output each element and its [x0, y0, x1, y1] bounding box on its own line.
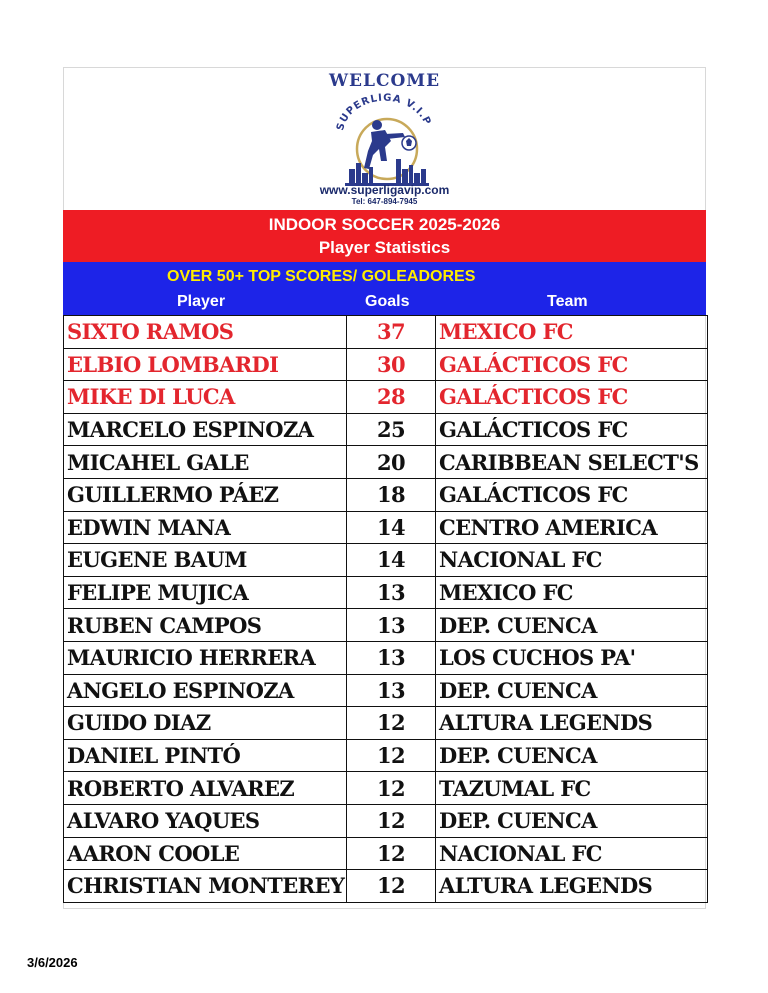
- player-name-cell: ROBERTO ALVAREZ: [64, 772, 347, 805]
- player-name-cell: EUGENE BAUM: [64, 544, 347, 577]
- player-name-cell: ALVARO YAQUES: [64, 804, 347, 837]
- table-row: [64, 707, 708, 740]
- superliga-logo: [325, 89, 443, 189]
- team-name-cell: CARIBBEAN SELECT'S: [436, 446, 708, 479]
- player-name-cell: SIXTO RAMOS: [64, 316, 347, 349]
- svg-text:SUPERLIGA V.I.P: [335, 93, 433, 132]
- website-url: www.superligavip.com: [319, 183, 450, 197]
- player-name-cell: MARCELO ESPINOZA: [64, 413, 347, 446]
- phone-number: Tel: 647-894-7945: [351, 197, 418, 206]
- goals-cell: 13: [347, 576, 436, 609]
- player-name-cell: DANIEL PINTÓ: [64, 739, 347, 772]
- team-name-cell: NACIONAL FC: [436, 544, 708, 577]
- column-header-goals: Goals: [365, 293, 410, 310]
- table-row: [64, 576, 708, 609]
- goals-cell: 13: [347, 641, 436, 674]
- player-name-cell: GUIDO DIAZ: [64, 707, 347, 740]
- column-header-team: Team: [547, 293, 588, 310]
- team-name-cell: MEXICO FC: [436, 576, 708, 609]
- goals-cell: 30: [347, 348, 436, 381]
- player-name-cell: ANGELO ESPINOZA: [64, 674, 347, 707]
- player-name-cell: AARON COOLE: [64, 837, 347, 870]
- table-row: [64, 316, 708, 349]
- team-name-cell: NACIONAL FC: [436, 837, 708, 870]
- table-row: [64, 739, 708, 772]
- team-name-cell: TAZUMAL FC: [436, 772, 708, 805]
- table-row: [64, 478, 708, 511]
- table-row: [64, 837, 708, 870]
- player-name-cell: MIKE DI LUCA: [64, 381, 347, 414]
- stats-subtitle: Player Statistics: [318, 238, 451, 257]
- table-row: [64, 772, 708, 805]
- goals-cell: 12: [347, 739, 436, 772]
- welcome-title: WELCOME: [328, 71, 441, 91]
- goals-cell: 13: [347, 609, 436, 642]
- team-name-cell: ALTURA LEGENDS: [436, 870, 708, 903]
- table-row: [64, 511, 708, 544]
- table-row: [64, 804, 708, 837]
- team-name-cell: MEXICO FC: [436, 316, 708, 349]
- column-header-player: Player: [177, 293, 226, 310]
- goals-cell: 12: [347, 772, 436, 805]
- table-row: [64, 381, 708, 414]
- table-row: [64, 870, 708, 903]
- player-name-cell: FELIPE MUJICA: [64, 576, 347, 609]
- table-row: [64, 609, 708, 642]
- goals-cell: 14: [347, 511, 436, 544]
- goals-cell: 12: [347, 837, 436, 870]
- table-row: [64, 446, 708, 479]
- team-name-cell: DEP. CUENCA: [436, 804, 708, 837]
- goals-cell: 20: [347, 446, 436, 479]
- team-name-cell: GALÁCTICOS FC: [436, 348, 708, 381]
- goals-cell: 18: [347, 478, 436, 511]
- date-stamp: 3/6/2026: [27, 955, 78, 970]
- team-name-cell: GALÁCTICOS FC: [436, 478, 708, 511]
- team-name-cell: ALTURA LEGENDS: [436, 707, 708, 740]
- table-row: [64, 348, 708, 381]
- team-name-cell: GALÁCTICOS FC: [436, 381, 708, 414]
- logo-text: SUPERLIGA V.I.P: [335, 92, 433, 132]
- goals-cell: 12: [347, 870, 436, 903]
- player-name-cell: MICAHEL GALE: [64, 446, 347, 479]
- player-name-cell: MAURICIO HERRERA: [64, 641, 347, 674]
- table-row: [64, 641, 708, 674]
- section-title: OVER 50+ TOP SCORES/ GOLEADORES: [167, 268, 476, 285]
- player-name-cell: CHRISTIAN MONTEREY: [64, 870, 347, 903]
- header: [63, 67, 706, 210]
- table-row: [64, 413, 708, 446]
- team-name-cell: CENTRO AMERICA: [436, 511, 708, 544]
- league-title: INDOOR SOCCER 2025-2026: [268, 215, 501, 234]
- scorers-table: [63, 315, 708, 903]
- goals-cell: 13: [347, 674, 436, 707]
- goals-cell: 12: [347, 804, 436, 837]
- goals-cell: 37: [347, 316, 436, 349]
- goals-cell: 12: [347, 707, 436, 740]
- goals-cell: 25: [347, 413, 436, 446]
- goals-cell: 28: [347, 381, 436, 414]
- goals-cell: 14: [347, 544, 436, 577]
- player-name-cell: RUBEN CAMPOS: [64, 609, 347, 642]
- title-banner: [63, 210, 706, 262]
- player-name-cell: GUILLERMO PÁEZ: [64, 478, 347, 511]
- section-banner: [63, 262, 706, 315]
- team-name-cell: DEP. CUENCA: [436, 609, 708, 642]
- table-row: [64, 674, 708, 707]
- team-name-cell: LOS CUCHOS PA': [436, 641, 708, 674]
- team-name-cell: DEP. CUENCA: [436, 739, 708, 772]
- player-name-cell: ELBIO LOMBARDI: [64, 348, 347, 381]
- team-name-cell: DEP. CUENCA: [436, 674, 708, 707]
- team-name-cell: GALÁCTICOS FC: [436, 413, 708, 446]
- player-name-cell: EDWIN MANA: [64, 511, 347, 544]
- table-row: [64, 544, 708, 577]
